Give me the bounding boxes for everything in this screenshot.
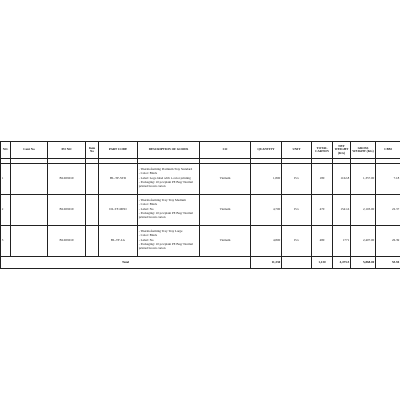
description-line: - Label: No (138, 237, 154, 242)
cell-item-no (86, 226, 99, 257)
packing-list-table (0, 141, 400, 269)
cell-co: Vietnam (200, 195, 251, 226)
total-gross-weight: 5,868.00 (351, 257, 376, 269)
description-line: - Color: Black (138, 202, 158, 207)
cell-cbm: 26.39 (376, 226, 400, 257)
description-line: printed brown carton (138, 215, 166, 220)
description-line: - Color: Black (138, 233, 158, 238)
total-row (1, 257, 400, 269)
description-line: - Packaging: 10 pcs/plain PE Bag/ Normal (138, 241, 193, 246)
header-gross-weight: GROSS WEIGHT (KG) (351, 142, 376, 159)
header-quantity: QUANTITY (251, 142, 282, 159)
header-total-carton: TOTAL CARTON (312, 142, 333, 159)
cell-cont-no (11, 195, 48, 226)
table-header-row (1, 142, 400, 159)
cell-total-carton: 480 (312, 226, 333, 257)
total-label: Total (1, 257, 251, 269)
header-part-code: PART CODE (99, 142, 138, 159)
cell-item-no (86, 195, 99, 226)
cell-description (138, 164, 200, 195)
table-row (1, 164, 400, 195)
cell-po-no: BLZ09019 (48, 195, 86, 226)
description-line: - Packaging: 10 pcs/plain PE Bag/ Normal (138, 179, 193, 184)
header-unit: UNIT (282, 142, 312, 159)
description-line: - Thermoforming Premium Tray Standard (138, 167, 193, 171)
header-cont-no: Cont No (11, 142, 48, 159)
cell-quantity: 1,800 (251, 164, 282, 195)
cell-no: 2 (1, 195, 11, 226)
header-no: NO. (1, 142, 11, 159)
total-unit-empty (282, 257, 312, 269)
description-line: - Color: Black (138, 171, 158, 176)
table-row (1, 195, 400, 226)
packing-list-sheet (0, 141, 400, 269)
cell-description (138, 195, 200, 226)
cell-cbm: 22.37 (376, 195, 400, 226)
total-cbm: 55.94 (376, 257, 400, 269)
cell-item-no (86, 164, 99, 195)
cell-gross-weight: 2,103.00 (351, 195, 376, 226)
header-co: CO (200, 142, 251, 159)
header-description: DESCRIPTION OF GOODS (138, 142, 200, 159)
cell-gross-weight: 2,407.00 (351, 226, 376, 257)
total-quantity: 11,330 (251, 257, 282, 269)
header-item-no: Item No (86, 142, 99, 159)
cell-part-code: BL-TP-STD (99, 164, 138, 195)
cell-cont-no (11, 226, 48, 257)
header-net-weight: NET WEIGHT (KG) (333, 142, 351, 159)
cell-part-code: BL-TF-LG (99, 226, 138, 257)
description-line: - Label: No (138, 206, 154, 211)
cell-po-no: BLZ09019 (48, 226, 86, 257)
cell-co: Vietnam (200, 164, 251, 195)
cell-net-weight: 1541.6 (333, 195, 351, 226)
header-po-no: PO NO (48, 142, 86, 159)
total-carton: 1,130 (312, 257, 333, 269)
description-line: printed brown carton (138, 184, 166, 189)
cell-no: 1 (1, 164, 11, 195)
description-line: - Thermoforming Tray Tray Large (138, 229, 183, 233)
cell-co: Vietnam (200, 226, 251, 257)
cell-gross-weight: 1,357.00 (351, 164, 376, 195)
cell-no: 3 (1, 226, 11, 257)
description-line: - Packaging: 10 pcs/plain PE Bag/ Normal (138, 210, 193, 215)
table-row (1, 226, 400, 257)
cell-description (138, 226, 200, 257)
cell-quantity: 4,800 (251, 226, 282, 257)
cell-cont-no (11, 164, 48, 195)
cell-po-no: BLZ09019 (48, 164, 86, 195)
total-net-weight: 4,475.5 (333, 257, 351, 269)
cell-unit: Pcs (282, 226, 312, 257)
cell-net-weight: 1162.8 (333, 164, 351, 195)
cell-net-weight: 1771 (333, 226, 351, 257)
cell-total-carton: 180 (312, 164, 333, 195)
description-line: - Thermoforming Tray Tray Medium (138, 198, 186, 202)
header-cbm: CBM (376, 142, 400, 159)
cell-quantity: 4,700 (251, 195, 282, 226)
description-line: - Label: Logo label with 1-color printing (138, 175, 191, 180)
cell-total-carton: 470 (312, 195, 333, 226)
cell-unit: Pcs (282, 195, 312, 226)
cell-part-code: DL-TF-MED (99, 195, 138, 226)
cell-cbm: 7.18 (376, 164, 400, 195)
description-line: printed brown carton (138, 246, 166, 251)
cell-unit: Pcs (282, 164, 312, 195)
